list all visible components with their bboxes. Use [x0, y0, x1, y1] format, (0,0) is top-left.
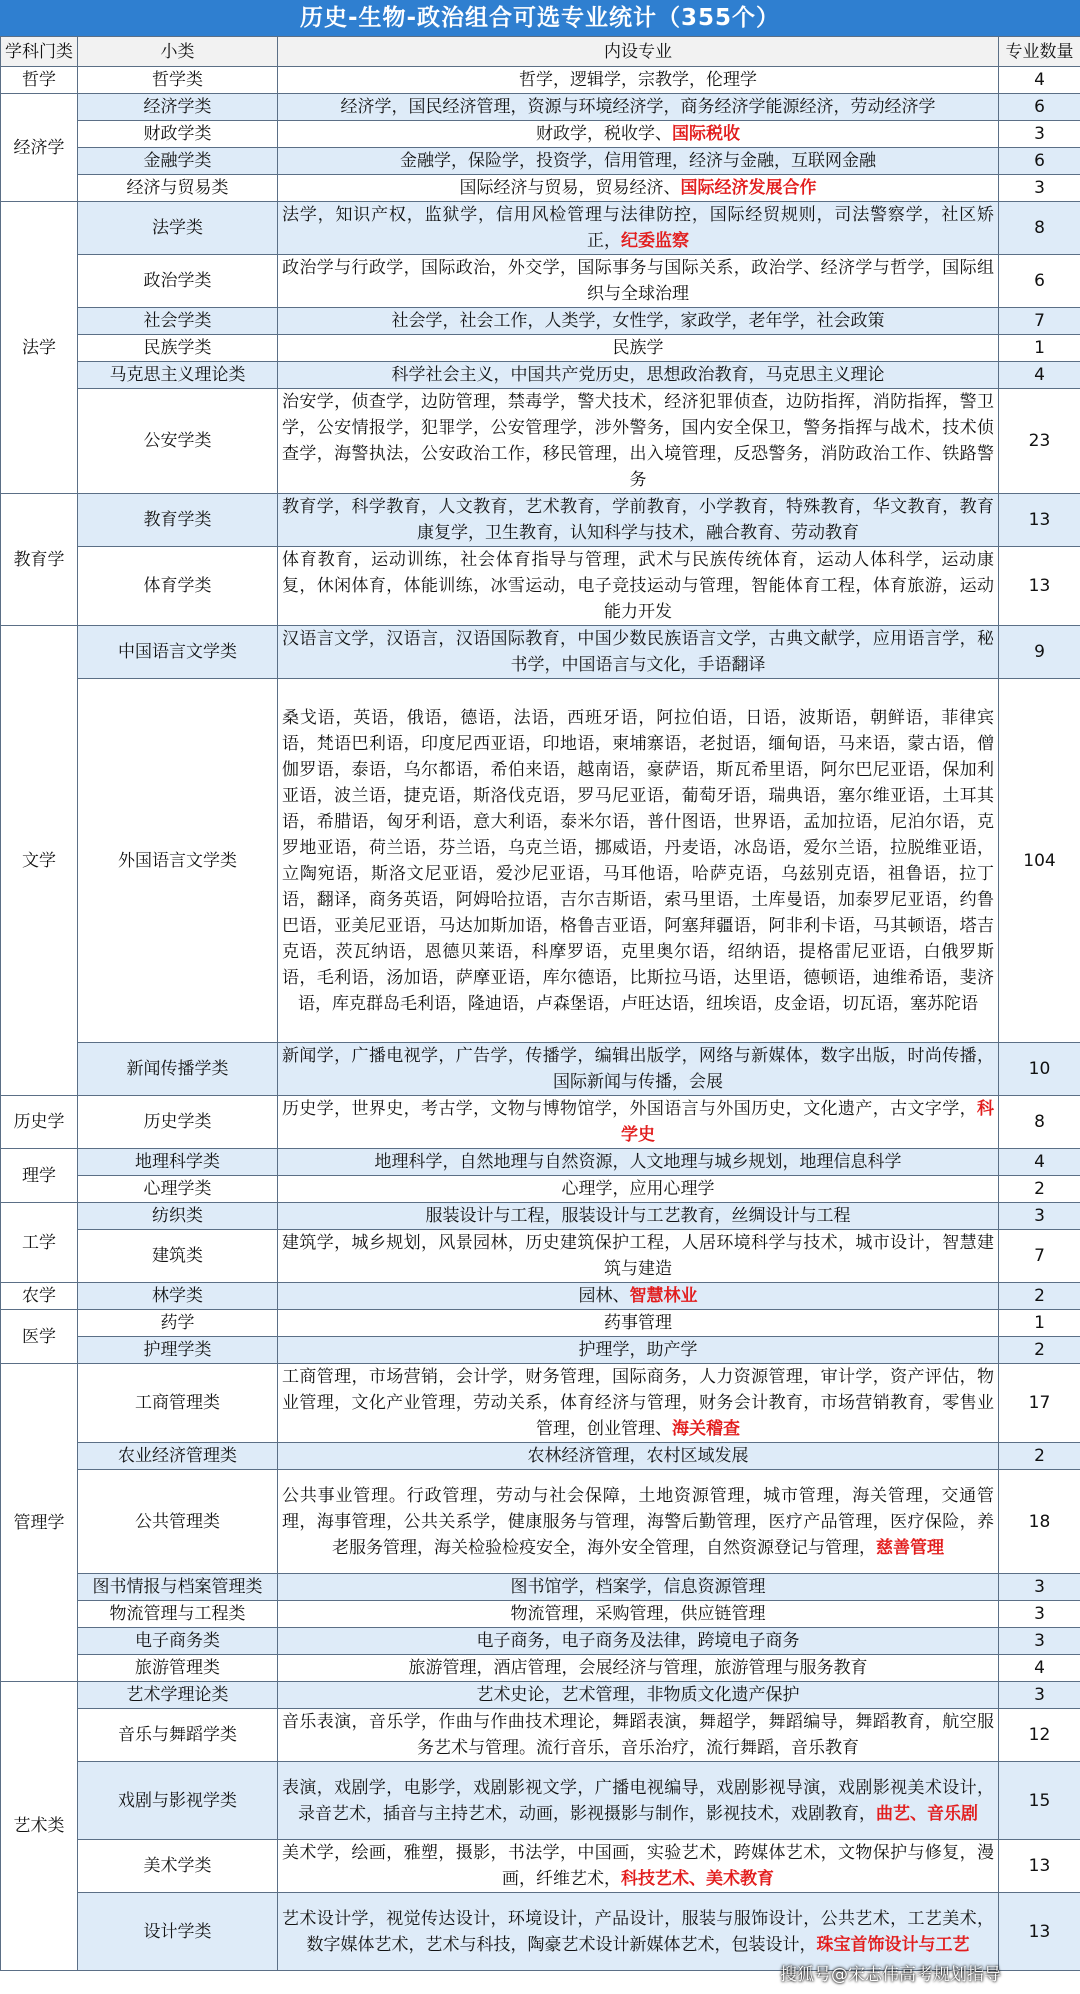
highlighted-major: 智慧林业	[629, 1286, 698, 1306]
subcategory-cell: 法学类	[78, 202, 278, 255]
subcategory-cell: 中国语言文学类	[78, 626, 278, 679]
count-cell: 3	[999, 1574, 1080, 1601]
table-row	[1, 1364, 1080, 1443]
majors-cell	[278, 1230, 999, 1283]
majors-cell	[278, 94, 999, 121]
table-row	[1, 1443, 1080, 1470]
majors-text: 园林、	[578, 1286, 630, 1306]
count-cell: 1	[999, 1310, 1080, 1337]
highlighted-major: 慈善管理	[876, 1537, 944, 1558]
majors-cell	[278, 1176, 999, 1203]
discipline-cell: 农学	[1, 1283, 78, 1310]
majors-text: 建筑学，城乡规划，风景园林，历史建筑保护工程，人居环境科学与技术，城市设计，智慧建筑与建造	[282, 1233, 994, 1279]
subcategory-cell: 林学类	[78, 1283, 278, 1310]
count-cell: 7	[999, 308, 1080, 335]
discipline-cell: 教育学	[1, 494, 78, 626]
majors-cell	[278, 1762, 999, 1840]
majors-cell	[278, 1840, 999, 1893]
count-cell: 2	[999, 1443, 1080, 1470]
table-row	[1, 148, 1080, 175]
majors-text: 物流管理，采购管理，供应链管理	[510, 1604, 766, 1624]
majors-cell	[278, 1203, 999, 1230]
highlighted-major: 珠宝首饰设计与工艺	[816, 1934, 970, 1955]
header-subcategory: 小类	[78, 37, 278, 67]
majors-text: 经济学，国民经济管理，资源与环境经济学，商务经济学能源经济，劳动经济学	[340, 97, 936, 117]
header-majors: 内设专业	[278, 37, 999, 67]
discipline-cell: 哲学	[1, 67, 78, 94]
subcategory-cell: 物流管理与工程类	[78, 1601, 278, 1628]
table-row	[1, 626, 1080, 679]
subcategory-cell: 公共管理类	[78, 1470, 278, 1574]
majors-cell	[278, 1096, 999, 1149]
subcategory-cell: 经济与贸易类	[78, 175, 278, 202]
table-row	[1, 94, 1080, 121]
subcategory-cell: 新闻传播学类	[78, 1043, 278, 1096]
count-cell: 13	[999, 547, 1080, 626]
table-row	[1, 1096, 1080, 1149]
subcategory-cell: 艺术学理论类	[78, 1682, 278, 1709]
highlighted-major: 科技艺术、美术教育	[621, 1869, 774, 1889]
page-title: 历史-生物-政治组合可选专业统计（355个）	[0, 0, 1080, 36]
highlighted-major: 纪委监察	[621, 231, 689, 251]
count-cell: 2	[999, 1337, 1080, 1364]
table-header-row	[1, 37, 1080, 67]
count-cell: 12	[999, 1709, 1080, 1762]
count-cell: 9	[999, 626, 1080, 679]
table-row	[1, 1840, 1080, 1893]
table-row	[1, 1628, 1080, 1655]
watermark: 搜狐号@宋志伟高考规划指导	[780, 1965, 1001, 1985]
count-cell: 18	[999, 1470, 1080, 1574]
count-cell: 2	[999, 1176, 1080, 1203]
subcategory-cell: 药学	[78, 1310, 278, 1337]
majors-text: 音乐表演，音乐学，作曲与作曲技术理论，舞蹈表演，舞超学，舞蹈编导，舞蹈教育，航空服务艺术与管理。流行音乐，音乐治疗，流行舞蹈，音乐教育	[282, 1712, 994, 1758]
majors-text: 桑戈语，英语，俄语，德语，法语，西班牙语，阿拉伯语，日语，波斯语，朝鲜语，菲律宾语，梵语巴利语，印度尼西亚语，印地语，柬埔寨语，老挝语，缅甸语，马来语，蒙古语，僧伽罗语，泰语，乌尔都语，希伯来语，越南语，豪萨语，斯瓦希里语，阿尔巴尼亚语，保加利亚语，波兰语，捷克语，斯洛伐克语，罗马尼亚语，葡萄牙语，瑞典语，塞尔维亚语，土耳其语，希腊语，匈牙利语，意大利语，泰米尔语，普什图语，世界语，孟加拉语，尼泊尔语，克罗地亚语，荷兰语，芬兰语，乌克兰语，挪威语，丹麦语，冰岛语，爱尔兰语，拉脱维亚语，立陶宛语，斯洛文尼亚语，爱沙尼亚语，马耳他语，哈萨克语，乌兹别克语，祖鲁语，拉丁语，翻译，商务英语，阿姆哈拉语，吉尔吉斯语，索马里语，土库曼语，加泰罗尼亚语，约鲁巴语，亚美尼亚语，马达加斯加语，格鲁吉亚语，阿塞拜疆语，阿非利卡语，马其顿语，塔吉克语，茨瓦纳语，恩德贝莱语，科摩罗语，克里奥尔语，绍纳语，提格雷尼亚语，白俄罗斯语，毛利语，汤加语，萨摩亚语，库尔德语，比斯拉马语，达里语，德顿语，迪维希语，斐济语，库克群岛毛利语，隆迪语，卢森堡语，卢旺达语，纽埃语，皮金语，切瓦语，塞苏陀语	[282, 707, 994, 1014]
majors-cell	[278, 1443, 999, 1470]
table-row	[1, 1574, 1080, 1601]
subcategory-cell: 旅游管理类	[78, 1655, 278, 1682]
majors-text: 国际经济与贸易，贸易经济、	[459, 178, 681, 198]
subcategory-cell: 马克思主义理论类	[78, 362, 278, 389]
subcategory-cell: 地理科学类	[78, 1149, 278, 1176]
count-cell: 13	[999, 1840, 1080, 1893]
discipline-cell: 文学	[1, 626, 78, 1096]
subcategory-cell: 体育学类	[78, 547, 278, 626]
table-row	[1, 1176, 1080, 1203]
highlighted-major: 国际经济发展合作	[680, 178, 817, 198]
table-row	[1, 1893, 1080, 1971]
table-row	[1, 255, 1080, 308]
subcategory-cell: 社会学类	[78, 308, 278, 335]
count-cell: 8	[999, 1096, 1080, 1149]
table-row	[1, 679, 1080, 1043]
majors-text: 旅游管理，酒店管理，会展经济与管理，旅游管理与服务教育	[408, 1658, 868, 1678]
majors-cell	[278, 308, 999, 335]
count-cell: 4	[999, 1655, 1080, 1682]
majors-cell	[278, 148, 999, 175]
table-row	[1, 1601, 1080, 1628]
count-cell: 2	[999, 1283, 1080, 1310]
majors-text: 法学，知识产权，监狱学，信用风检管理与法律防控，国际经贸规则，司法警察学，社区矫正，	[282, 205, 994, 251]
count-cell: 23	[999, 389, 1080, 494]
discipline-cell: 历史学	[1, 1096, 78, 1149]
majors-cell	[278, 1709, 999, 1762]
count-cell: 13	[999, 494, 1080, 547]
majors-text: 药事管理	[604, 1313, 672, 1333]
table-row	[1, 1762, 1080, 1840]
count-cell: 17	[999, 1364, 1080, 1443]
majors-text: 公共事业管理。行政管理，劳动与社会保障，土地资源管理，城市管理，海关管理，交通管理，海事管理，公共关系学，健康服务与管理，海警后勤管理，医疗产品管理，医疗保险，养老服务管理，海关检验检疫安全，海外安全管理，自然资源登记与管理，	[282, 1485, 994, 1558]
discipline-cell: 医学	[1, 1310, 78, 1364]
majors-text: 历史学，世界史，考古学，文物与博物馆学，外国语言与外国历史，文化遗产，古文字学，	[282, 1099, 977, 1119]
header-discipline: 学科门类	[1, 37, 78, 67]
majors-text: 地理科学，自然地理与自然资源，人文地理与城乡规划，地理信息科学	[374, 1152, 902, 1172]
majors-cell	[278, 1893, 999, 1971]
majors-text: 财政学，税收学、	[536, 124, 672, 144]
count-cell: 8	[999, 202, 1080, 255]
majors-cell	[278, 389, 999, 494]
majors-cell	[278, 67, 999, 94]
majors-text: 艺术史论，艺术管理，非物质文化遗产保护	[476, 1685, 800, 1705]
subcategory-cell: 公安学类	[78, 389, 278, 494]
subcategory-cell: 设计学类	[78, 1893, 278, 1971]
count-cell: 104	[999, 679, 1080, 1043]
majors-cell	[278, 1364, 999, 1443]
table-row	[1, 1043, 1080, 1096]
highlighted-major: 海关稽查	[672, 1419, 740, 1439]
subcategory-cell: 电子商务类	[78, 1628, 278, 1655]
count-cell: 3	[999, 175, 1080, 202]
majors-cell	[278, 547, 999, 626]
majors-cell	[278, 121, 999, 148]
majors-text: 表演，戏剧学，电影学，戏剧影视文学，广播电视编导，戏剧影视导演，戏剧影视美术设计，录音艺术，插音与主持艺术，动画，影视摄影与制作，影视技术，戏剧教育，	[282, 1777, 994, 1824]
table-row	[1, 1310, 1080, 1337]
table-row	[1, 121, 1080, 148]
table-row	[1, 1283, 1080, 1310]
subcategory-cell: 财政学类	[78, 121, 278, 148]
majors-cell	[278, 1682, 999, 1709]
discipline-cell: 管理学	[1, 1364, 78, 1682]
subcategory-cell: 政治学类	[78, 255, 278, 308]
majors-text: 新闻学，广播电视学，广告学，传播学，编辑出版学，网络与新媒体，数字出版，时尚传播，国际新闻与传播，会展	[282, 1046, 994, 1092]
majors-text: 电子商务，电子商务及法律，跨境电子商务	[476, 1631, 800, 1651]
subcategory-cell: 建筑类	[78, 1230, 278, 1283]
majors-text: 民族学	[612, 338, 664, 358]
subcategory-cell: 音乐与舞蹈学类	[78, 1709, 278, 1762]
discipline-cell: 理学	[1, 1149, 78, 1203]
count-cell: 4	[999, 1149, 1080, 1176]
table-row	[1, 1203, 1080, 1230]
majors-cell	[278, 1283, 999, 1310]
majors-cell	[278, 679, 999, 1043]
count-cell: 1	[999, 335, 1080, 362]
table-row	[1, 335, 1080, 362]
highlighted-major: 科学史	[621, 1099, 994, 1145]
count-cell: 7	[999, 1230, 1080, 1283]
subcategory-cell: 护理学类	[78, 1337, 278, 1364]
majors-text: 图书馆学，档案学，信息资源管理	[510, 1577, 766, 1597]
header-count: 专业数量	[999, 37, 1080, 67]
majors-text: 政治学与行政学，国际政治，外交学，国际事务与国际关系，政治学、经济学与哲学，国际组织与全球治理	[282, 258, 994, 304]
table-row	[1, 1709, 1080, 1762]
majors-text: 体育教育，运动训练，社会体育指导与管理，武术与民族传统体育，运动人体科学，运动康复，休闲体育，体能训练，冰雪运动，电子竞技运动与管理，智能体育工程，体育旅游，运动能力开发	[282, 550, 994, 622]
count-cell: 13	[999, 1893, 1080, 1971]
majors-cell	[278, 494, 999, 547]
count-cell: 3	[999, 1682, 1080, 1709]
count-cell: 3	[999, 121, 1080, 148]
majors-cell	[278, 335, 999, 362]
majors-text: 服装设计与工程，服装设计与工艺教育，丝绸设计与工程	[425, 1206, 851, 1226]
majors-text: 艺术设计学，视觉传达设计，环境设计，产品设计，服装与服饰设计，公共艺术，工艺美术，数字媒体艺术，艺术与科技，陶豪艺术设计新媒体艺术，包装设计，	[282, 1908, 994, 1955]
count-cell: 15	[999, 1762, 1080, 1840]
majors-cell	[278, 1337, 999, 1364]
table-row	[1, 389, 1080, 494]
table-row	[1, 202, 1080, 255]
discipline-cell: 法学	[1, 202, 78, 494]
subcategory-cell: 戏剧与影视学类	[78, 1762, 278, 1840]
majors-text: 金融学，保险学，投资学，信用管理，经济与金融，互联网金融	[400, 151, 876, 171]
count-cell: 6	[999, 148, 1080, 175]
majors-text: 治安学，侦查学，边防管理，禁毒学，警犬技术，经济犯罪侦查，边防指挥，消防指挥，警卫学，公安情报学，犯罪学，公安管理学，涉外警务，国内安全保卫，警务指挥与战术，技术侦查学，海警执法，公安政治工作，移民管理，出入境管理，反恐警务，消防政治工作、铁路警务	[282, 392, 994, 490]
majors-cell	[278, 1043, 999, 1096]
discipline-cell: 经济学	[1, 94, 78, 202]
table-row	[1, 1149, 1080, 1176]
majors-text: 美术学，绘画，雅塑，摄影，书法学，中国画，实验艺术，跨媒体艺术，文物保护与修复，漫画，纤维艺术，	[282, 1843, 994, 1889]
majors-text: 社会学，社会工作，人类学，女性学，家政学，老年学，社会政策	[391, 311, 885, 331]
table-row	[1, 1470, 1080, 1574]
table-row	[1, 1337, 1080, 1364]
majors-cell	[278, 362, 999, 389]
majors-cell	[278, 1470, 999, 1574]
count-cell: 4	[999, 67, 1080, 94]
table-row	[1, 67, 1080, 94]
highlighted-major: 曲艺、音乐剧	[876, 1803, 978, 1824]
subcategory-cell: 经济学类	[78, 94, 278, 121]
majors-text: 教育学，科学教育，人文教育，艺术教育，学前教育，小学教育，特殊教育，华文教育，教育康复学，卫生教育，认知科学与技术，融合教育、劳动教育	[282, 497, 994, 543]
subcategory-cell: 民族学类	[78, 335, 278, 362]
majors-text: 工商管理，市场营销，会计学，财务管理，国际商务，人力资源管理，审计学，资产评估，物业管理，文化产业管理，劳动关系，体育经济与管理，财务会计教育，市场营销教育，零售业管理，创业管理、	[282, 1367, 994, 1439]
majors-text: 哲学，逻辑学，宗教学，伦理学	[519, 70, 757, 90]
majors-cell	[278, 1601, 999, 1628]
majors-cell	[278, 175, 999, 202]
discipline-cell: 艺术类	[1, 1682, 78, 1971]
table-row	[1, 308, 1080, 335]
majors-cell	[278, 1655, 999, 1682]
majors-cell	[278, 1628, 999, 1655]
majors-text: 农林经济管理，农村区域发展	[527, 1446, 749, 1466]
table-row	[1, 547, 1080, 626]
discipline-cell: 工学	[1, 1203, 78, 1283]
majors-text: 护理学，助产学	[578, 1340, 698, 1360]
majors-table	[0, 36, 1080, 1971]
subcategory-cell: 心理学类	[78, 1176, 278, 1203]
table-body	[1, 67, 1080, 1971]
majors-cell	[278, 255, 999, 308]
table-row	[1, 175, 1080, 202]
subcategory-cell: 金融学类	[78, 148, 278, 175]
subcategory-cell: 美术学类	[78, 1840, 278, 1893]
subcategory-cell: 教育学类	[78, 494, 278, 547]
majors-text: 汉语言文学，汉语言，汉语国际教育，中国少数民族语言文学，古典文献学，应用语言学，秘书学，中国语言与文化，手语翻译	[282, 629, 994, 675]
count-cell: 6	[999, 94, 1080, 121]
table-row	[1, 1655, 1080, 1682]
count-cell: 10	[999, 1043, 1080, 1096]
table-row	[1, 494, 1080, 547]
majors-cell	[278, 1310, 999, 1337]
table-row	[1, 1682, 1080, 1709]
count-cell: 4	[999, 362, 1080, 389]
subcategory-cell: 工商管理类	[78, 1364, 278, 1443]
table-row	[1, 1230, 1080, 1283]
subcategory-cell: 农业经济管理类	[78, 1443, 278, 1470]
subcategory-cell: 哲学类	[78, 67, 278, 94]
majors-cell	[278, 1574, 999, 1601]
count-cell: 3	[999, 1203, 1080, 1230]
subcategory-cell: 纺织类	[78, 1203, 278, 1230]
subcategory-cell: 图书情报与档案管理类	[78, 1574, 278, 1601]
majors-text: 心理学，应用心理学	[561, 1179, 715, 1199]
subcategory-cell: 外国语言文学类	[78, 679, 278, 1043]
count-cell: 3	[999, 1628, 1080, 1655]
count-cell: 3	[999, 1601, 1080, 1628]
majors-cell	[278, 1149, 999, 1176]
count-cell: 6	[999, 255, 1080, 308]
majors-text: 科学社会主义，中国共产党历史，思想政治教育，马克思主义理论	[391, 365, 885, 385]
majors-cell	[278, 626, 999, 679]
majors-cell	[278, 202, 999, 255]
table-row	[1, 362, 1080, 389]
subcategory-cell: 历史学类	[78, 1096, 278, 1149]
highlighted-major: 国际税收	[672, 124, 740, 144]
